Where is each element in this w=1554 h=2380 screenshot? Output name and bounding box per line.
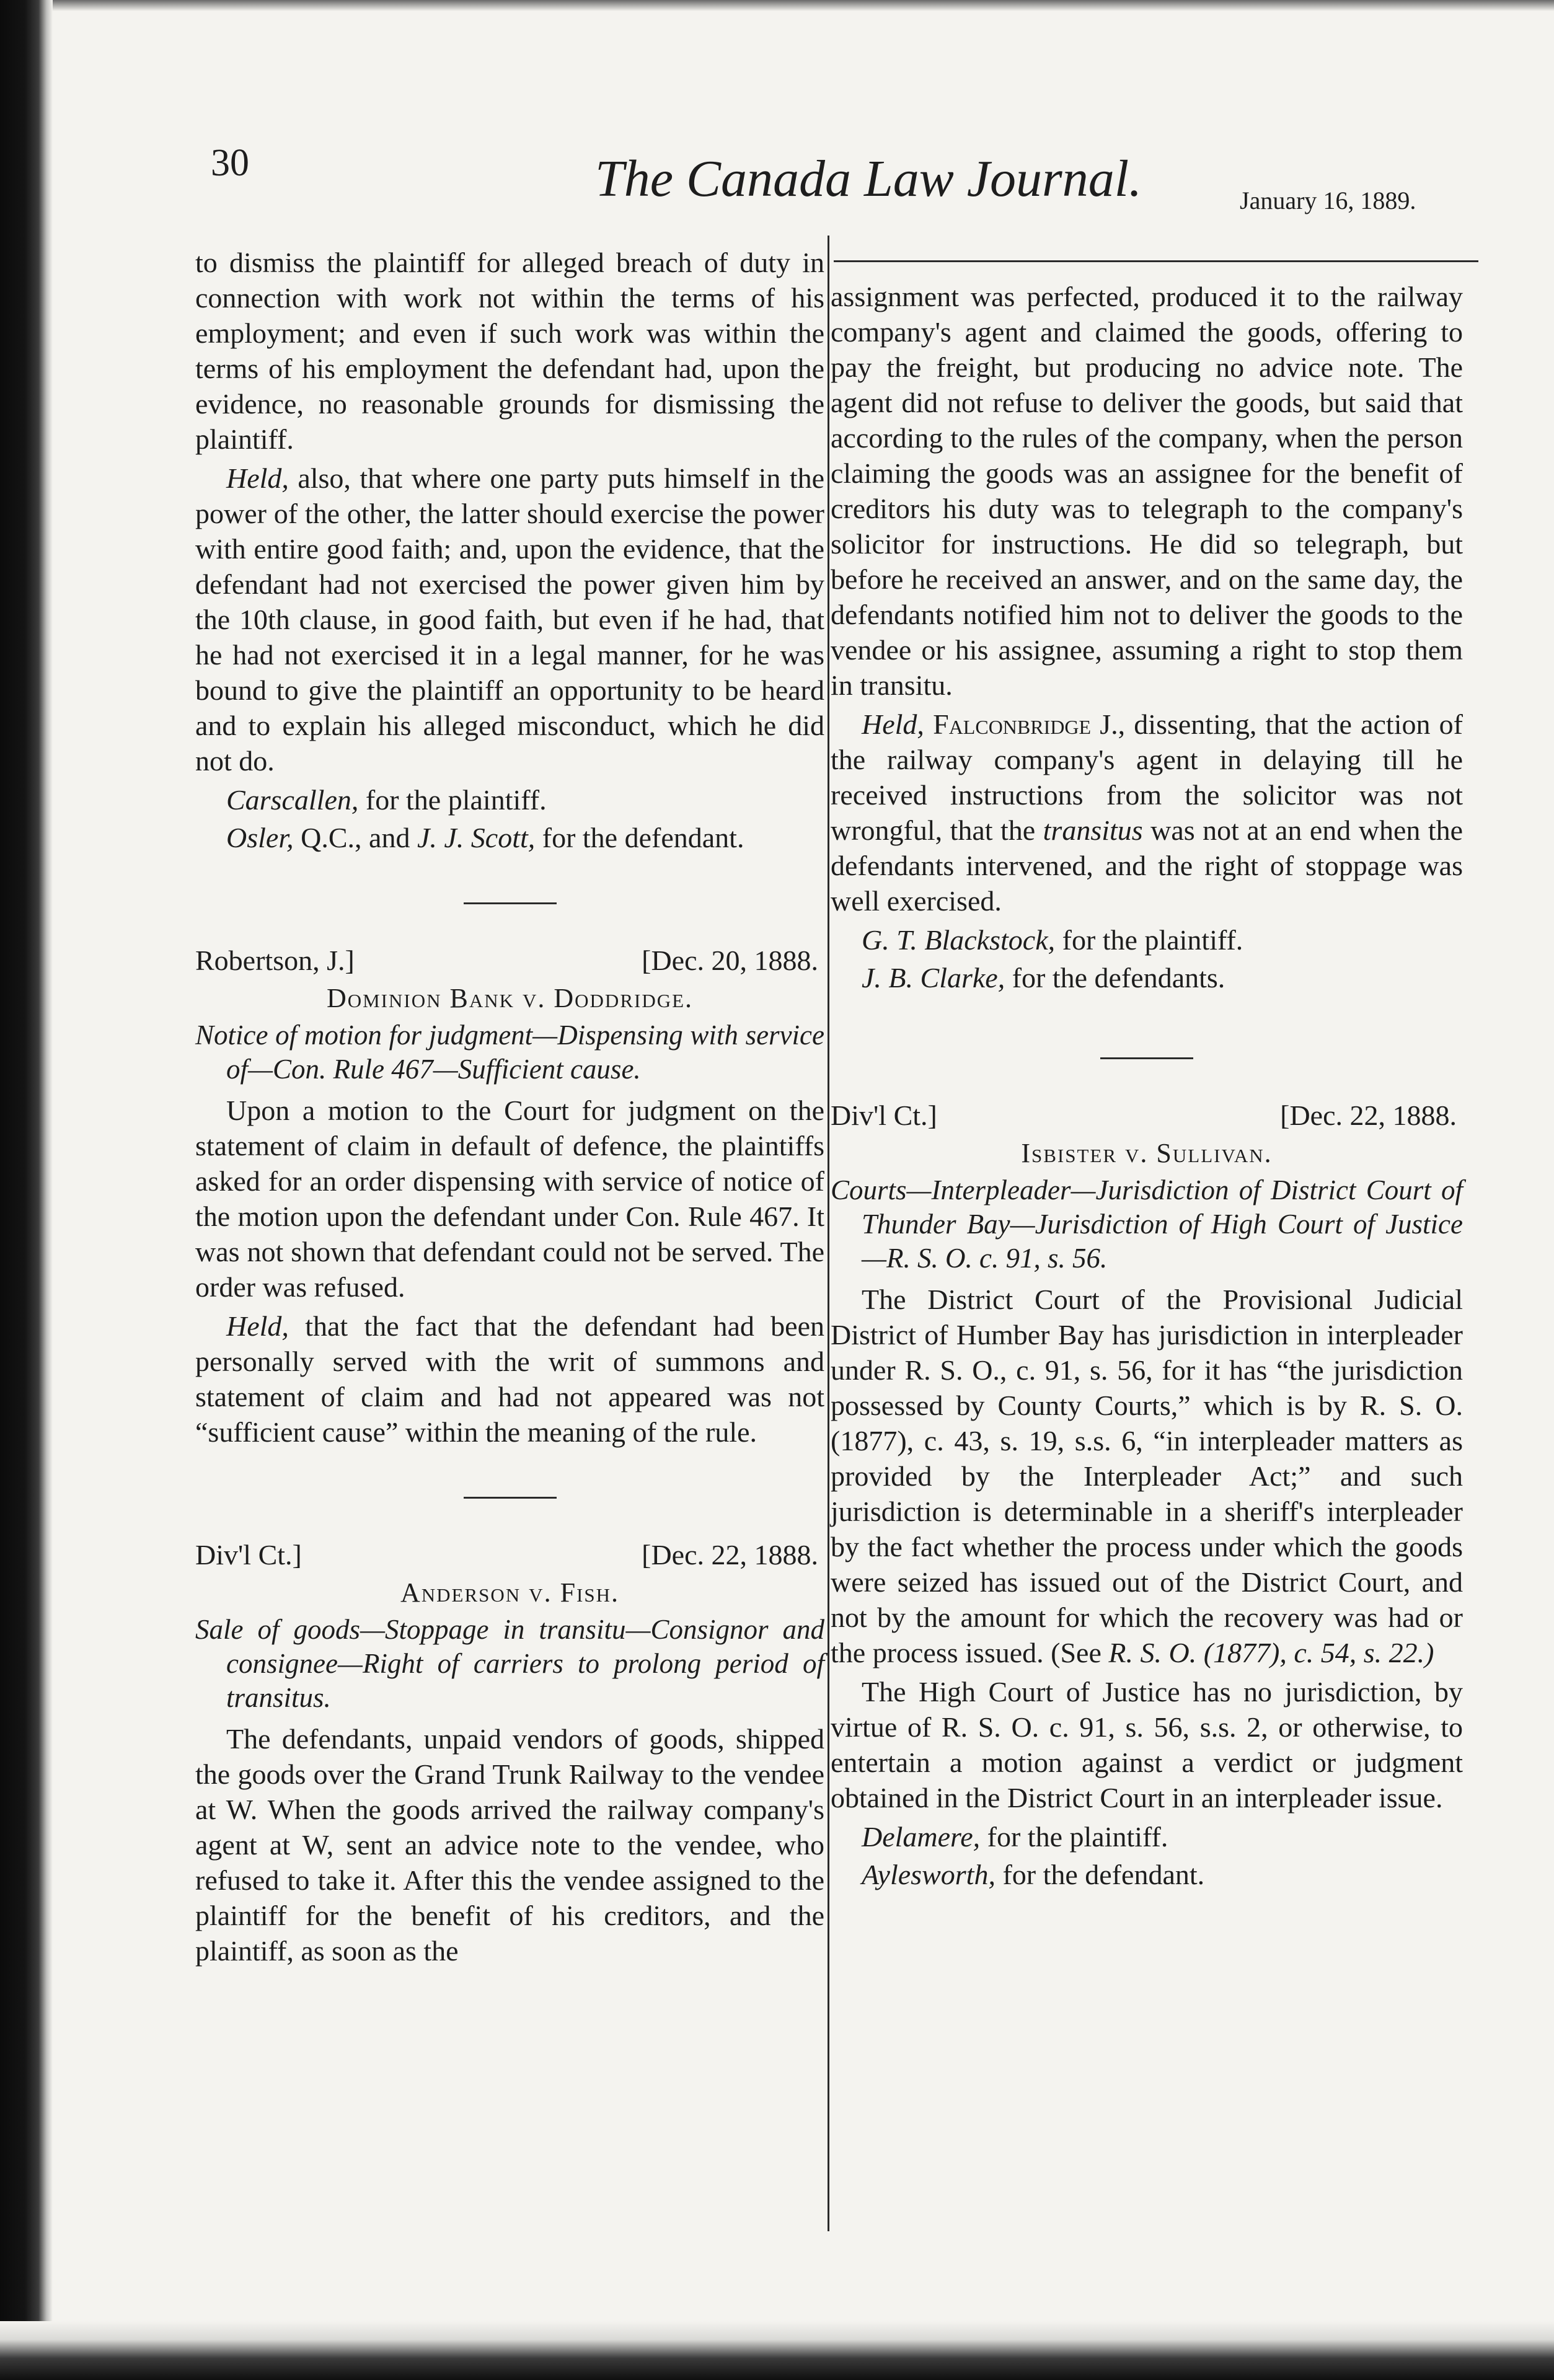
counsel-name: Aylesworth,: [862, 1859, 996, 1890]
section-rule: [464, 1497, 557, 1499]
held-word: Held,: [226, 462, 289, 494]
counsel-name: Carscallen,: [226, 784, 359, 816]
section-rule: [464, 902, 557, 904]
carryover-paragraph: to dismiss the plaintiff for alleged breach of duty in connection with work not within the terms of his employment; and even if such work was within the terms of his employment the defendant had, upon the evidence, no reasonable grounds for dismissing the plaintiff.: [195, 247, 824, 455]
counsel-role: for the plaintiff.: [987, 1821, 1168, 1853]
case-title: Dominion Bank v. Doddridge.: [326, 983, 694, 1013]
held-text: J., dissenting, that the action of the railway company's agent in delaying till he received instructions from the solicitor was not wrongful, that the: [831, 708, 1463, 846]
case-body: Upon a motion to the Court for judgment on the statement of claim in default of defence, the plaintiffs asked for an order dispensing with service of notice of the motion upon the defendant under Con. Rule 467. It was not shown that defendant could not be served. The order was refused.: [195, 1095, 824, 1303]
page-header: [0, 0, 1554, 223]
court-name: Div'l Ct.]: [831, 1100, 937, 1131]
counsel-text: Q.C., and: [301, 822, 410, 853]
held-text: was not at an end when the defendants intervened, and the right of stoppage was well exercised.: [831, 814, 1463, 917]
case-body-reference: R. S. O. (1877), c. 54, s. 22.): [1108, 1637, 1434, 1668]
case-headnote: Notice of motion for judgment—Dispensing with service of—Con. Rule 467—Sufficient cause.: [195, 1020, 824, 1085]
counsel-name: J. J. Scott,: [417, 822, 536, 853]
counsel-role: for the defendants.: [1012, 962, 1225, 994]
held-paragraph: [195, 1308, 824, 1450]
counsel-name: G. T. Blackstock,: [862, 924, 1056, 956]
counsel-name: Osler,: [226, 822, 294, 853]
court-line: [195, 943, 818, 978]
counsel-role: for the defendant.: [1002, 1859, 1205, 1890]
court-name: Div'l Ct.]: [195, 1539, 302, 1571]
case-body: [831, 1282, 1463, 1670]
right-column-top-rule: [834, 260, 1478, 262]
case-title: Isbister v. Sullivan.: [1021, 1138, 1273, 1168]
counsel-role: for the plaintiff.: [365, 784, 547, 816]
case-date: [Dec. 20, 1888.: [642, 945, 818, 976]
right-column: [831, 279, 1463, 1893]
case-date: [Dec. 22, 1888.: [642, 1539, 818, 1571]
counsel-role: for the defendant.: [542, 822, 744, 853]
scan-shadow-bottom: [0, 2321, 1554, 2380]
held-text: also, that where one party puts himself in the power of the other, the latter should exercise the power with entire good faith; and, upon the evidence, that the defendant had not exercised the power given him by the 10th clause, in good faith, but even if he had, that he had not exercised it in a legal manner, for he was bound to give the plaintiff an opportunity to be heard and to explain his alleged misconduct, which he did not do.: [195, 462, 824, 777]
counsel-line: [831, 922, 1463, 958]
counsel-role: for the plaintiff.: [1062, 924, 1243, 956]
held-paragraph: [831, 707, 1463, 919]
counsel-name: J. B. Clarke,: [862, 962, 1005, 994]
column-divider: [828, 236, 829, 2231]
counsel-line: [831, 1857, 1463, 1892]
counsel-line: [831, 1819, 1463, 1854]
held-word: Held,: [862, 708, 924, 740]
counsel-line: [195, 820, 824, 855]
counsel-line: [831, 960, 1463, 995]
counsel-name: Delamere,: [862, 1821, 981, 1853]
judge-name: Falconbridge: [933, 708, 1092, 740]
page-number: 30: [211, 142, 249, 184]
court-line: [831, 1098, 1457, 1133]
case-body-text: The District Court of the Provisional Judicial District of Humber Bay has jurisdiction in interpleader under R. S. O., c. 91, s. 56, for it has “the jurisdiction possessed by County Courts,” which is by R. S. O. (1877), c. 43, s. 19, s.s. 6, “in interpleader matters as provided by the Interpleader Act;” and such jurisdiction is determinable in a sheriff's interpleader by the fact whether the process under which the goods were seized has issued out of the District Court, and not by the amount for which the recovery was had or the process issued. (See: [831, 1284, 1463, 1668]
case-headnote: Sale of goods—Stoppage in transitu—Consignor and consignee—Right of carriers to prolong period of transitus.: [195, 1614, 824, 1713]
case-headnote: Courts—Interpleader—Jurisdiction of District Court of Thunder Bay—Jurisdiction of High Court of Justice—R. S. O. c. 91, s. 56.: [831, 1175, 1463, 1274]
case-title: Anderson v. Fish.: [400, 1577, 619, 1608]
case-body: The High Court of Justice has no jurisdiction, by virtue of R. S. O. c. 91, s. 56, s.s. 2, or otherwise, to entertain a motion against a verdict or judgment obtained in the District Court in an interpleader issue.: [831, 1676, 1463, 1814]
judge-name: Robertson, J.]: [195, 945, 355, 976]
held-word: Held,: [226, 1310, 289, 1342]
held-text: that the fact that the defendant had been personally served with the writ of summons and statement of claim and had not appeared was not “sufficient cause” within the meaning of the rule.: [195, 1310, 824, 1448]
scan-binding-shadow: [0, 0, 53, 2380]
carryover-paragraph: assignment was perfected, produced it to the railway company's agent and claimed the goods, offering to pay the freight, but producing no advice note. The agent did not refuse to deliver the goods, but said that according to the rules of the company, when the person claiming the goods was an assignee for the benefit of creditors his duty was to telegraph to the company's solicitor for instructions. He did so telegraph, but before he received an answer, and on the same day, the defendants notified him not to deliver the goods to the vendee or his assignee, assuming a right to stop them in transitu.: [831, 281, 1463, 701]
counsel-line: [195, 782, 824, 818]
left-column: [195, 245, 824, 1972]
journal-title: The Canada Law Journal.: [595, 150, 1142, 208]
issue-date: January 16, 1889.: [1240, 187, 1416, 214]
case-date: [Dec. 22, 1888.: [1280, 1100, 1457, 1131]
section-rule: [1100, 1057, 1193, 1059]
case-body: The defendants, unpaid vendors of goods, shipped the goods over the Grand Trunk Railway to the vendee at W. When the goods arrived the railway company's agent at W, sent an advice note to the vendee, who refused to take it. After this the vendee assigned to the plaintiff for the benefit of his creditors, and the plaintiff, as soon as the: [195, 1723, 824, 1967]
court-line: [195, 1537, 818, 1572]
held-paragraph: [195, 461, 824, 778]
held-text-italic: transitus: [1043, 814, 1143, 846]
